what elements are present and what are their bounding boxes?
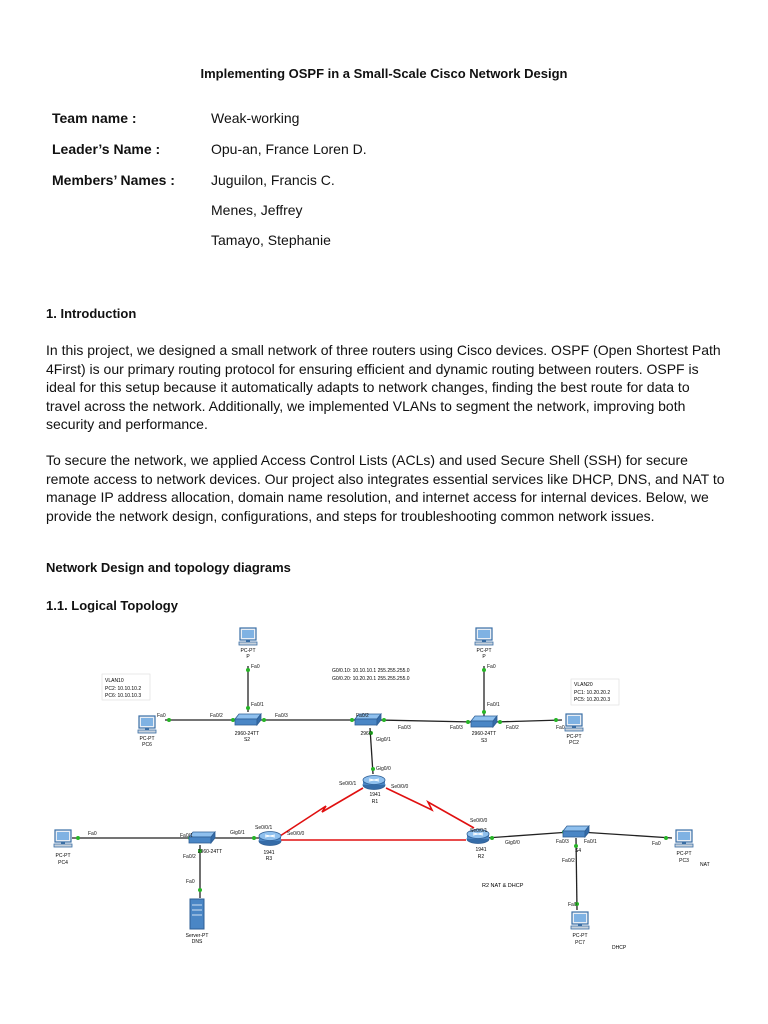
port-label: Fa0/1 (584, 839, 597, 845)
device-type-label: PC-PT (240, 648, 256, 654)
router-r2 (467, 830, 489, 861)
members-label: Members’ Names : (52, 172, 175, 188)
pc7 (571, 912, 589, 946)
port-label: Fa0/3 (275, 713, 288, 719)
device-name-label: PC3 (679, 858, 689, 864)
port-label: Se0/0/1 (255, 825, 273, 831)
port-label: Fa0/3 (450, 725, 463, 731)
device-name-label: PC4 (58, 860, 68, 866)
port-label: Fa0 (487, 664, 496, 670)
subinterface-note (332, 668, 410, 682)
port-label: Fa0 (88, 831, 97, 837)
device-type-label: 2960 (360, 731, 372, 737)
device-type-label: 1941 (475, 847, 487, 853)
port-dot (246, 668, 250, 672)
device-type-label: 1941 (369, 792, 381, 798)
port-dot (198, 888, 202, 892)
port-label: Se0/0/1 (339, 781, 357, 787)
intro-heading: 1. Introduction (46, 306, 137, 321)
device-type-label: 2960-24TT (234, 731, 260, 737)
port-dot (231, 718, 235, 722)
port-dot (498, 720, 502, 724)
device-type-label: PC-PT (476, 648, 492, 654)
port-dot (76, 836, 80, 840)
device-name-label: PC7 (575, 940, 585, 946)
port-label: Fa0/1 (180, 833, 193, 839)
port-dot (167, 718, 171, 722)
pc-top-right (475, 628, 493, 660)
vlan20-note (571, 679, 619, 705)
router-r1 (363, 776, 385, 806)
document-title: Implementing OSPF in a Small-Scale Cisco Network Design (200, 66, 568, 81)
serial-link (386, 788, 474, 828)
port-label: Fa0 (556, 725, 565, 731)
port-dot (466, 720, 470, 724)
member-name: Tamayo, Stephanie (211, 232, 331, 248)
nat-dhcp-note: R2 NAT & DHCP (482, 883, 524, 889)
cable (494, 720, 562, 722)
note-line: VLAN20 (574, 682, 593, 688)
port-label: Fa0/1 (487, 702, 500, 708)
note-line: PC1: 10.20.20.2 (574, 690, 611, 696)
port-label: Fa0 (186, 879, 195, 885)
port-label: Gig0/1 (230, 830, 245, 836)
port-label: Fa0/2 (562, 858, 575, 864)
port-dot (490, 836, 494, 840)
port-label: Se0/0/1 (470, 828, 488, 834)
port-label: Se0/0/0 (470, 818, 488, 824)
port-dot (262, 718, 266, 722)
pc3 (675, 830, 693, 864)
port-dot (382, 718, 386, 722)
note-line: PC6: 10.10.10.3 (105, 693, 142, 699)
device-name-label: DNS (191, 939, 203, 945)
port-dot (482, 668, 486, 672)
pc6 (138, 716, 156, 748)
device-name-label: P (246, 654, 250, 660)
switch-s3 (471, 716, 497, 744)
port-label: Fa0/3 (556, 839, 569, 845)
device-name-label: P (482, 654, 486, 660)
pc2 (565, 714, 583, 746)
device-type-label: PC-PT (139, 736, 155, 742)
vlan10-note (102, 674, 150, 700)
cable (378, 720, 474, 722)
device-type-label: PC-PT (676, 851, 692, 857)
note-line: G0/0.10: 10.10.10.1 255.255.255.0 (332, 668, 410, 674)
device-type-label: PC-PT (572, 933, 588, 939)
device-name-label: S3 (480, 738, 488, 744)
intro-paragraph-2: To secure the network, we applied Access Control Lists (ACLs) and used Secure Shell (SSH) for secure remote access to network devices. Our project also integrates essential services like DHCP, DNS, and NAT to manage IP address allocation, domain name resolution, and internet access for internal devices. Below, we provide the network design, configurations, and steps for troubleshooting common network issues. (46, 452, 725, 524)
member-name: Juguilon, Francis C. (211, 172, 335, 188)
port-label: Fa0/3 (398, 725, 411, 731)
port-dot (554, 718, 558, 722)
device-type-label: 2960-24TT (471, 731, 497, 737)
port-dot (371, 767, 375, 771)
port-label: Fa0 (568, 902, 577, 908)
device-type-label: 2960-24TT (197, 849, 223, 855)
nat-note: NAT (700, 862, 710, 868)
intro-paragraph-1: In this project, we designed a small network of three routers using Cisco devices. OSPF (Open Shortest Path 4First) is our primary routing protocol for ensuring efficient and dynamic routing between routers. OSPF is ideal for this setup because it automatically adapts to network changes, finding the best route for data to travel across the network. Additionally, we implemented VLANs to segment the network, improving both security and performance. (46, 342, 721, 433)
serial-link (280, 788, 363, 836)
port-dot (246, 706, 250, 710)
switch-s2 (235, 714, 261, 743)
device-type-label: PC-PT (55, 853, 71, 859)
cable (580, 832, 672, 838)
port-label: Fa0/1 (251, 702, 264, 708)
port-dot (664, 836, 668, 840)
pc4 (54, 830, 72, 866)
note-line: G0/0.20: 10.20.20.1 255.255.255.0 (332, 676, 410, 682)
router-r3 (259, 832, 281, 863)
cable (486, 832, 570, 838)
device-name-label: PC2 (569, 740, 579, 746)
dhcp-note: DHCP (612, 945, 627, 951)
port-label: Se0/0/0 (391, 784, 409, 790)
member-name: Menes, Jeffrey (211, 202, 303, 218)
note-line: PC2: 10.10.10.2 (105, 686, 142, 692)
device-name-label: R1 (371, 799, 379, 805)
note-line: PC5: 10.20.20.3 (574, 697, 611, 703)
port-label: Fa0/2 (210, 713, 223, 719)
port-label: Fa0/2 (506, 725, 519, 731)
port-dot (482, 710, 486, 714)
port-label: Gig0/0 (376, 766, 391, 772)
port-label: Fa0/2 (183, 854, 196, 860)
dns-server (186, 899, 209, 945)
device-name-label: R2 (477, 854, 485, 860)
team-name-label: Team name : (52, 110, 137, 126)
port-label: Fa0 (652, 841, 661, 847)
port-label: Se0/0/0 (287, 831, 305, 837)
device-type-label: 1941 (263, 850, 275, 856)
logical-topology-heading: 1.1. Logical Topology (46, 598, 178, 613)
leader-value: Opu-an, France Loren D. (211, 141, 367, 157)
design-heading: Network Design and topology diagrams (46, 560, 291, 575)
device-type-label: PC-PT (566, 734, 582, 740)
device-name-label: R3 (265, 856, 273, 862)
port-label: Gig0/1 (376, 737, 391, 743)
switch-left (189, 832, 222, 855)
port-label: Gig0/0 (505, 840, 520, 846)
port-label: Fa0/2 (356, 713, 369, 719)
port-dot (350, 718, 354, 722)
note-line: VLAN10 (105, 678, 124, 684)
device-name-label: S2 (243, 737, 251, 743)
leader-label: Leader’s Name : (52, 141, 161, 157)
device-name-label: PC6 (142, 742, 152, 748)
port-dot (252, 836, 256, 840)
port-label: Fa0 (251, 664, 260, 670)
port-label: Fa0 (157, 713, 166, 719)
pc-top-left (239, 628, 257, 660)
device-type-label: Server-PT (185, 933, 209, 939)
team-name-value: Weak-working (211, 110, 300, 126)
device-name-label: S4 (574, 848, 582, 854)
